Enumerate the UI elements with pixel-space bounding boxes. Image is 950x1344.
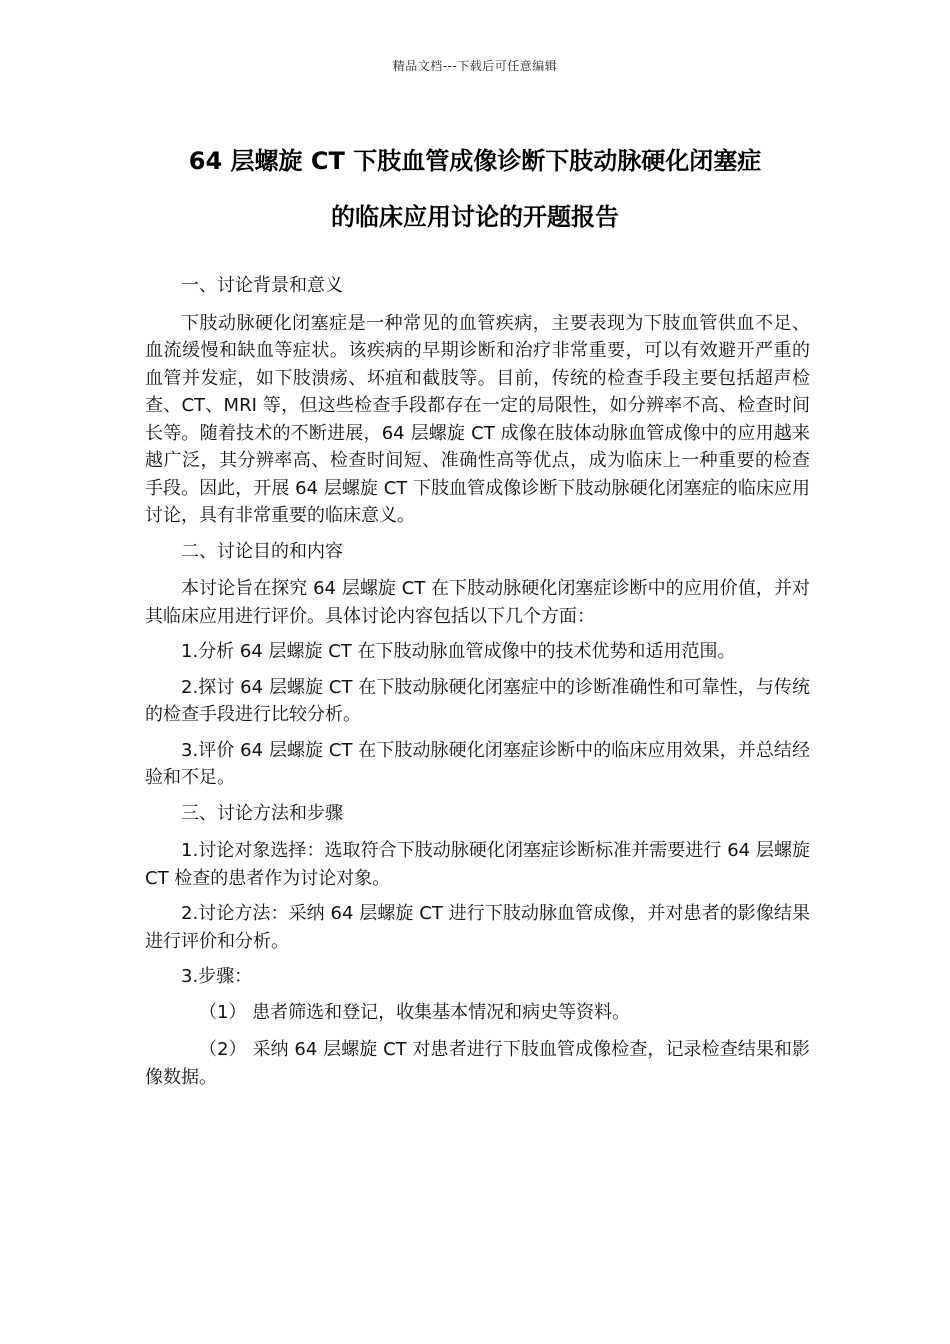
section-2-item-2: 2.探讨 64 层螺旋 CT 在下肢动脉硬化闭塞症中的诊断准确性和可靠性，与传统的检查手段进行比较分析。 — [145, 676, 810, 725]
section-3-step-2: （2） 采纳 64 层螺旋 CT 对患者进行下肢血管成像检查，记录检查结果和影像数据。 — [145, 1039, 810, 1088]
section-2-paragraph: 本讨论旨在探究 64 层螺旋 CT 在下肢动脉硬化闭塞症诊断中的应用价值，并对其临床应用进行评价。具体讨论内容包括以下几个方面： — [145, 578, 810, 627]
section-3-item-2: 2.讨论方法：采纳 64 层螺旋 CT 进行下肢动脉血管成像，并对患者的影像结果进行评价和分析。 — [145, 903, 810, 952]
title-line-2: 的临床应用讨论的开题报告 — [331, 203, 619, 231]
section-3-item-3: 3.步骤： — [181, 966, 253, 987]
header-note: 精品文档---下载后可任意编辑 — [392, 59, 558, 73]
section-1-paragraph: 下肢动脉硬化闭塞症是一种常见的血管疾病，主要表现为下肢血管供血不足、血流缓慢和缺血等症状。该疾病的早期诊断和治疗非常重要，可以有效避开严重的血管并发症，如下肢溃疡、坏疽和截肢等。目前，传统的检查手段主要包括超声检查、CT、MRI 等，但这些检查手段都存在一定的局限性，如分辨率不高、检查时间长等。随着技术的不断进展，64 层螺旋 CT 成像在肢体动脉血管成像中的应用越来越广泛，其分辨率高、检查时间短、准确性高等优点，成为临床上一种重要的检查手段。因此，开展 64 层螺旋 CT 下肢血管成像诊断下肢动脉硬化闭塞症的临床应用讨论，具有非常重要的临床意义。 — [145, 312, 810, 526]
section-2-item-1: 1.分析 64 层螺旋 CT 在下肢动脉血管成像中的技术优势和适用范围。 — [181, 641, 736, 662]
document-title — [100, 133, 850, 245]
document-body — [145, 272, 810, 1101]
section-3-item-1: 1.讨论对象选择：选取符合下肢动脉硬化闭塞症诊断标准并需要进行 64 层螺旋 CT 检查的患者作为讨论对象。 — [145, 840, 810, 889]
section-3-step-1: （1） 患者筛选和登记，收集基本情况和病史等资料。 — [199, 1001, 631, 1023]
section-3-heading: 三、讨论方法和步骤 — [181, 802, 343, 824]
section-2-heading: 二、讨论目的和内容 — [181, 540, 343, 562]
section-2-item-3: 3.评价 64 层螺旋 CT 在下肢动脉硬化闭塞症诊断中的临床应用效果，并总结经验和不足。 — [145, 739, 810, 788]
title-line-1: 64 层螺旋 CT 下肢血管成像诊断下肢动脉硬化闭塞症 — [188, 147, 762, 175]
section-1-heading: 一、讨论背景和意义 — [181, 275, 343, 296]
